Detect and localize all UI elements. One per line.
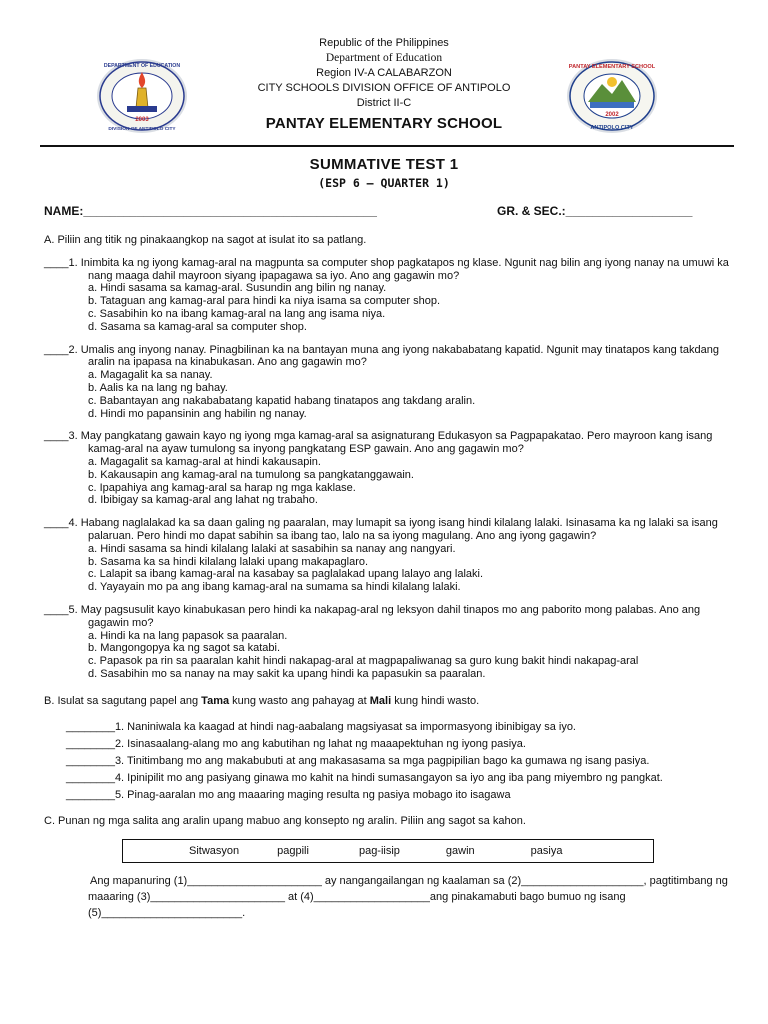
section-b-instruction	[44, 695, 734, 708]
word-bank-item: Sitwasyon	[189, 844, 240, 857]
question-stem: ____3. May pangkatang gawain kayo ng iyong mga kamag-aral sa asignaturang Edukasyon sa Pagpapakatao. Pero mayroon kang isang kamag-aral na ayaw tumulong sa inyong pangkatang ESP gawain. Ano ang gagawin mo?	[44, 430, 713, 456]
svg-text:2003: 2003	[135, 117, 149, 123]
answer-option: c. Ipapahiya ang kamag-aral sa harap ng mga kaklase.	[88, 481, 356, 494]
test-body	[44, 234, 734, 921]
header-line-region: Region IV-A CALABARZON	[316, 67, 452, 79]
test-title	[0, 156, 768, 190]
answer-option: c. Babantayan ang nakababatang kapatid habang tinatapos ang takdang aralin.	[88, 394, 476, 407]
answer-option: c. Sasabihin ko na ibang kamag-aral na lang ang isama niya.	[88, 307, 386, 320]
answer-option: b. Kakausapin ang kamag-aral na tumulong sa pangkatanggawain.	[88, 468, 414, 481]
question-item	[44, 517, 734, 594]
tama-word: Tama	[201, 694, 230, 707]
answer-option: b. Mangongopya ka ng sagot sa katabi.	[88, 642, 281, 655]
true-false-item: ________4. Ipinipilit mo ang pasiyang ginawa mo kahit na hindi sumasangayon sa iyo ang iba pang miyembro ng pangkat.	[66, 771, 663, 784]
section-b-instruction-pre: B. Isulat sa sagutang papel ang	[44, 694, 202, 707]
school-name: PANTAY ELEMENTARY SCHOOL	[265, 115, 503, 132]
header-line-division: CITY SCHOOLS DIVISION OFFICE OF ANTIPOLO	[257, 82, 511, 94]
header-line-deped: Department of Education	[325, 52, 443, 64]
svg-text:ANTIPOLO CITY: ANTIPOLO CITY	[590, 125, 634, 131]
question-stem: ____5. May pagsusulit kayo kinabukasan pero hindi ka nakapag-aral ng leksyon dahil tinapos mo ang paborito mong palabas. Ano ang gagawin mo?	[44, 603, 701, 629]
question-item	[44, 430, 734, 507]
word-bank-item: pasiya	[530, 844, 563, 857]
true-false-item: ________2. Isinasaalang-alang mo ang kabutihan ng lahat ng maaapektuhan ng iyong pasiya.	[66, 737, 526, 750]
question-item	[44, 257, 734, 334]
true-false-item: ________5. Pinag-aaralan mo ang maaaring maging resulta ng pasiya mobago ito isagawa	[66, 788, 511, 801]
question-stem: ____1. Inimbita ka ng iyong kamag-aral na magpunta sa computer shop pagkatapos ng klase. Ngunit nag bilin ang iyong nanay na umuwi ka nang maaga dahil mayroon siyang ipapagawa sa iyo. Ano ang gagawin mo?	[44, 256, 729, 282]
answer-option: a. Hindi ka na lang papasok sa paaralan.	[88, 629, 288, 642]
answer-option: b. Tataguan ang kamag-aral para hindi ka niya isama sa computer shop.	[88, 295, 441, 308]
letterhead	[0, 36, 768, 132]
word-bank-item: pag-iisip	[358, 844, 400, 857]
mali-word: Mali	[369, 694, 392, 707]
question-item	[44, 604, 734, 681]
answer-option: d. Hindi mo papansinin ang habilin ng nanay.	[88, 407, 307, 420]
section-c-instruction: C. Punan ng mga salita ang aralin upang mabuo ang konsepto ng aralin. Piliin ang sagot sa kahon.	[44, 814, 526, 827]
test-title-main: SUMMATIVE TEST 1	[309, 156, 459, 173]
test-title-sub: (ESP 6 – QUARTER 1)	[318, 176, 450, 190]
header-line-republic: Republic of the Philippines	[319, 37, 449, 49]
section-a-instruction: A. Piliin ang titik ng pinakaangkop na sagot at isulat ito sa patlang.	[44, 234, 367, 246]
section-b-instruction-mid: kung wasto ang pahayag at	[229, 694, 370, 707]
answer-option: d. Ibibigay sa kamag-aral ang lahat ng trabaho.	[88, 494, 318, 507]
answer-option: b. Aalis ka na lang ng bahay.	[88, 381, 228, 394]
header-divider	[40, 145, 734, 147]
svg-text:DEPARTMENT OF EDUCATION: DEPARTMENT OF EDUCATION	[103, 63, 181, 69]
answer-option: d. Sasama sa kamag-aral sa computer shop.	[88, 320, 307, 333]
answer-option: c. Papasok pa rin sa paaralan kahit hindi nakapag-aral at magpapaliwanag sa guro kung bakit hindi nakapag-aral	[88, 655, 639, 668]
answer-option: d. Sasabihin mo sa nanay na may sakit ka upang hindi ka papasukin sa paaralan.	[88, 667, 486, 680]
answer-option: a. Magagalit ka sa nanay.	[88, 369, 213, 382]
true-false-item: ________1. Naniniwala ka kaagad at hindi nag-aabalang magsiyasat sa impormasyong ibinibigay sa iyo.	[66, 720, 576, 733]
question-item	[44, 344, 734, 421]
word-bank-item: gawin	[445, 844, 475, 857]
section-b-instruction-post: kung hindi wasto.	[391, 694, 480, 707]
word-bank-box	[122, 839, 654, 863]
answer-option: a. Hindi sasama sa kamag-aral. Susundin ang bilin ng nanay.	[88, 282, 387, 295]
header-line-district: District II-C	[356, 97, 412, 109]
name-field[interactable]: NAME:____________________________________________	[44, 204, 377, 218]
question-stem: ____2. Umalis ang inyong nanay. Pinagbilinan ka na bantayan muna ang iyong nakababatang kapatid. Ngunit may tinatapos kang takdang aralin na ipapasa na kinabukasan. Ano ang gagawin mo?	[44, 343, 719, 369]
fill-in-paragraph: Ang mapanuring (1)______________________ ay nangangailangan ng kaalaman sa (2)____________________, pagtitimbang ng maaaring (3)______________________ at (4)___________________ang pinakamabuti bago bumuo ng isang (5)_______________________.	[88, 875, 728, 920]
answer-option: c. Lalapit sa ibang kamag-aral na kasabay sa paglalakad upang lalayo ang lalaki.	[88, 568, 484, 581]
svg-text:DIVISION OF ANTIPOLO CITY: DIVISION OF ANTIPOLO CITY	[108, 127, 176, 132]
grade-section-field[interactable]: GR. & SEC.:___________________	[497, 204, 693, 218]
svg-text:2002: 2002	[605, 112, 619, 118]
answer-option: a. Magagalit sa kamag-aral at hindi kakausapin.	[88, 455, 321, 468]
answer-option: a. Hindi sasama sa hindi kilalang lalaki at sasabihin sa nanay ang nangyari.	[88, 542, 456, 555]
word-bank-item: pagpili	[277, 844, 309, 857]
true-false-list	[44, 720, 734, 803]
svg-text:PANTAY ELEMENTARY SCHOOL: PANTAY ELEMENTARY SCHOOL	[568, 64, 656, 70]
answer-option: d. Yayayain mo pa ang ibang kamag-aral na sumama sa hindi kilalang lalaki.	[88, 581, 461, 594]
question-stem: ____4. Habang naglalakad ka sa daan galing ng paaralan, may lumapit sa iyong isang hindi kilalang lalaki. Isinasama ka ng lalaki sa isang palaruan. Pero hindi mo dapat sabihin sa ibang tao, lalo na sa iyong magulang. Ano ang iyong gagawin?	[44, 517, 718, 542]
answer-option: b. Sasama ka sa hindi kilalang lalaki upang makapaglaro.	[88, 555, 369, 568]
true-false-item: ________3. Tinitimbang mo ang makabubuti at ang makasasama sa mga pagpipilian bago ka gumawa ng isang pasiya.	[66, 754, 650, 767]
